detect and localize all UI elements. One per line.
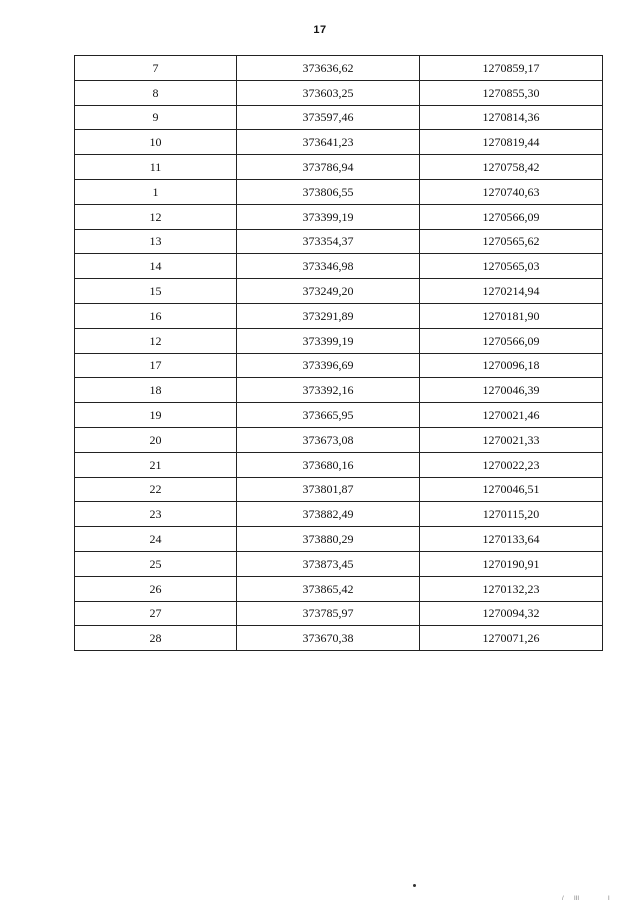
point-number-cell: 19 [75,403,237,428]
table-row [75,601,603,626]
x-coordinate-cell: 373665,95 [237,403,420,428]
y-coordinate-cell: 1270566,09 [420,204,603,229]
x-coordinate-cell: 373603,25 [237,80,420,105]
y-coordinate-cell: 1270133,64 [420,527,603,552]
table-row [75,179,603,204]
y-coordinate-cell: 1270181,90 [420,303,603,328]
x-coordinate-cell: 373396,69 [237,353,420,378]
y-coordinate-cell: 1270046,39 [420,378,603,403]
table-row [75,477,603,502]
point-number-cell: 12 [75,204,237,229]
point-number-cell: 21 [75,452,237,477]
point-number-cell: 14 [75,254,237,279]
x-coordinate-cell: 373673,08 [237,427,420,452]
x-coordinate-cell: 373882,49 [237,502,420,527]
point-number-cell: 12 [75,328,237,353]
table-row [75,378,603,403]
table-row [75,502,603,527]
x-coordinate-cell: 373597,46 [237,105,420,130]
point-number-cell: 7 [75,56,237,81]
y-coordinate-cell: 1270094,32 [420,601,603,626]
point-number-cell: 25 [75,551,237,576]
table-row [75,254,603,279]
table-row [75,204,603,229]
x-coordinate-cell: 373786,94 [237,155,420,180]
x-coordinate-cell: 373785,97 [237,601,420,626]
y-coordinate-cell: 1270021,46 [420,403,603,428]
table-row [75,551,603,576]
footer-mark-right: I [608,896,610,902]
x-coordinate-cell: 373641,23 [237,130,420,155]
x-coordinate-cell: 373670,38 [237,626,420,651]
y-coordinate-cell: 1270814,36 [420,105,603,130]
x-coordinate-cell: 373880,29 [237,527,420,552]
point-number-cell: 18 [75,378,237,403]
table-row [75,403,603,428]
x-coordinate-cell: 373346,98 [237,254,420,279]
table-row [75,155,603,180]
coordinates-table [74,55,603,651]
x-coordinate-cell: 373399,19 [237,204,420,229]
table-row [75,452,603,477]
y-coordinate-cell: 1270096,18 [420,353,603,378]
table-row [75,56,603,81]
x-coordinate-cell: 373865,42 [237,576,420,601]
point-number-cell: 27 [75,601,237,626]
point-number-cell: 20 [75,427,237,452]
x-coordinate-cell: 373291,89 [237,303,420,328]
y-coordinate-cell: 1270740,63 [420,179,603,204]
scan-dot-mark [413,884,416,887]
x-coordinate-cell: 373392,16 [237,378,420,403]
point-number-cell: 9 [75,105,237,130]
y-coordinate-cell: 1270022,23 [420,452,603,477]
table-row [75,80,603,105]
y-coordinate-cell: 1270566,09 [420,328,603,353]
point-number-cell: 16 [75,303,237,328]
table-row [75,626,603,651]
x-coordinate-cell: 373399,19 [237,328,420,353]
y-coordinate-cell: 1270819,44 [420,130,603,155]
x-coordinate-cell: 373354,37 [237,229,420,254]
point-number-cell: 10 [75,130,237,155]
y-coordinate-cell: 1270565,03 [420,254,603,279]
point-number-cell: 11 [75,155,237,180]
point-number-cell: 1 [75,179,237,204]
y-coordinate-cell: 1270046,51 [420,477,603,502]
x-coordinate-cell: 373249,20 [237,279,420,304]
table-row [75,328,603,353]
y-coordinate-cell: 1270758,42 [420,155,603,180]
x-coordinate-cell: 373806,55 [237,179,420,204]
y-coordinate-cell: 1270021,33 [420,427,603,452]
table-row [75,303,603,328]
table-row [75,527,603,552]
point-number-cell: 13 [75,229,237,254]
footer-mark-left: / [562,896,564,902]
y-coordinate-cell: 1270071,26 [420,626,603,651]
table-row [75,279,603,304]
x-coordinate-cell: 373636,62 [237,56,420,81]
point-number-cell: 22 [75,477,237,502]
x-coordinate-cell: 373801,87 [237,477,420,502]
point-number-cell: 24 [75,527,237,552]
x-coordinate-cell: 373680,16 [237,452,420,477]
coordinates-table-body [75,56,603,651]
point-number-cell: 15 [75,279,237,304]
y-coordinate-cell: 1270214,94 [420,279,603,304]
y-coordinate-cell: 1270855,30 [420,80,603,105]
page-number: 17 [313,24,327,36]
point-number-cell: 26 [75,576,237,601]
table-row [75,130,603,155]
y-coordinate-cell: 1270132,23 [420,576,603,601]
footer-mark-mid: III [574,896,580,902]
table-row [75,229,603,254]
table-row [75,105,603,130]
y-coordinate-cell: 1270115,20 [420,502,603,527]
y-coordinate-cell: 1270859,17 [420,56,603,81]
y-coordinate-cell: 1270190,91 [420,551,603,576]
y-coordinate-cell: 1270565,62 [420,229,603,254]
point-number-cell: 8 [75,80,237,105]
x-coordinate-cell: 373873,45 [237,551,420,576]
table-row [75,353,603,378]
point-number-cell: 17 [75,353,237,378]
point-number-cell: 28 [75,626,237,651]
table-row [75,576,603,601]
point-number-cell: 23 [75,502,237,527]
table-row [75,427,603,452]
